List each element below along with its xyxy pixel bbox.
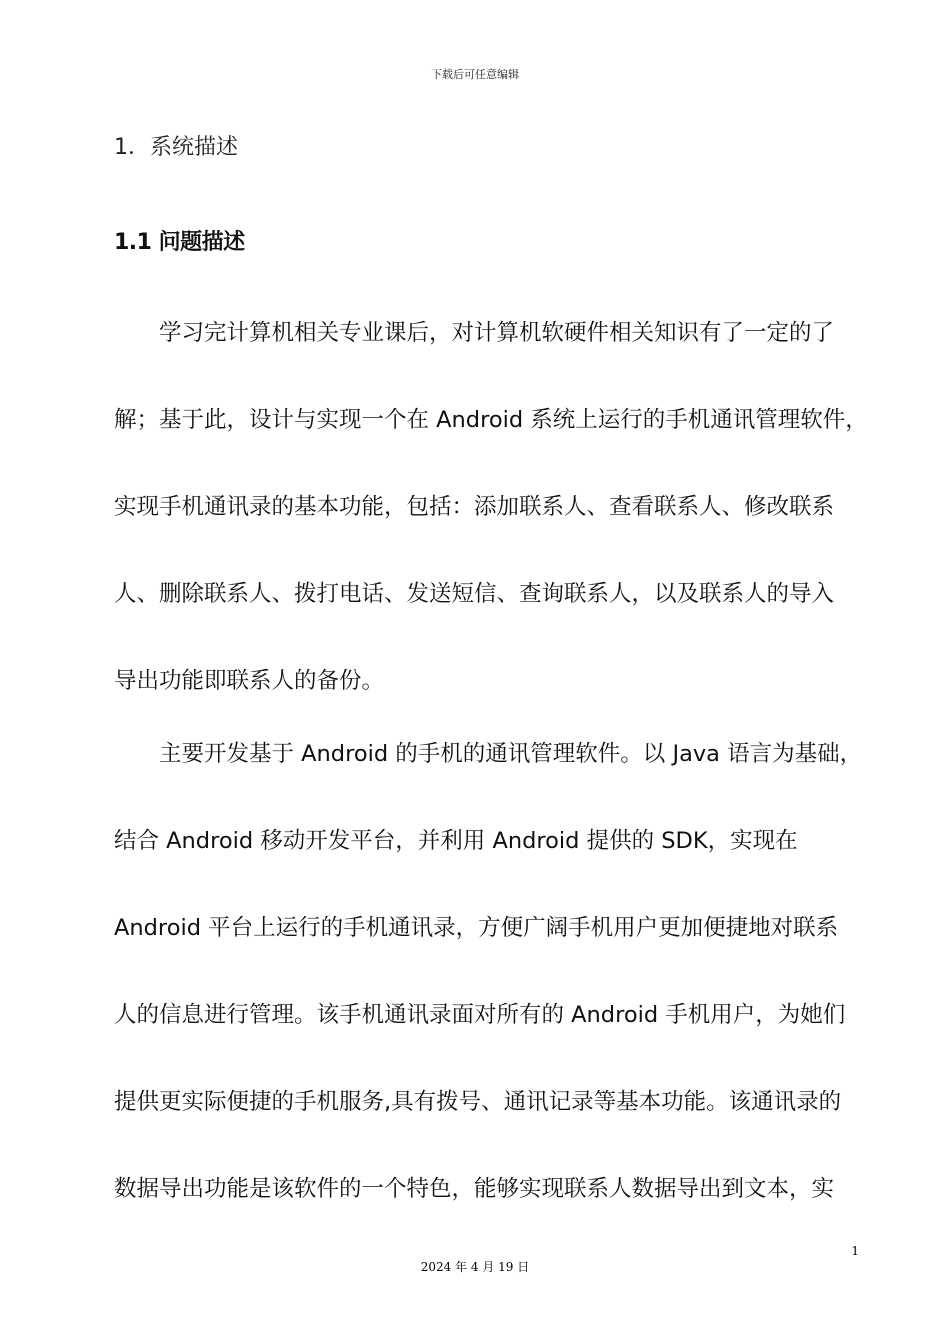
page-number: 1 [851, 1244, 859, 1258]
body-line: 人、删除联系人、拨打电话、发送短信、查询联系人，以及联系人的导入 [114, 581, 835, 607]
body-line: 结合 Android 移动开发平台，并利用 Android 提供的 SDK，实现在 [114, 828, 798, 854]
body-line: 学习完计算机相关专业课后，对计算机软硬件相关知识有了一定的了 [114, 320, 835, 346]
body-line: 实现手机通讯录的基本功能，包括：添加联系人、查看联系人、修改联系 [114, 494, 835, 520]
body-line: 数据导出功能是该软件的一个特色，能够实现联系人数据导出到文本，实 [114, 1176, 835, 1202]
body-line: 导出功能即联系人的备份。 [114, 668, 385, 694]
subsection-heading: 1.1 问题描述 [114, 230, 245, 255]
section-heading: 1．系统描述 [114, 135, 238, 160]
body-line: 提供更实际便捷的手机服务,具有拨号、通讯记录等基本功能。该通讯录的 [114, 1089, 842, 1115]
body-line: 人的信息进行管理。该手机通讯录面对所有的 Android 手机用户，为她们 [114, 1002, 846, 1028]
body-line: 解；基于此，设计与实现一个在 Android 系统上运行的手机通讯管理软件， [114, 407, 868, 433]
footer-date: 2024 年 4 月 19 日 [420, 1260, 530, 1274]
page-header: 下载后可任意编辑 [431, 68, 519, 81]
body-line: 主要开发基于 Android 的手机的通讯管理软件。以 Java 语言为基础， [114, 741, 863, 767]
body-line: Android 平台上运行的手机通讯录，方便广阔手机用户更加便捷地对联系 [114, 915, 839, 941]
